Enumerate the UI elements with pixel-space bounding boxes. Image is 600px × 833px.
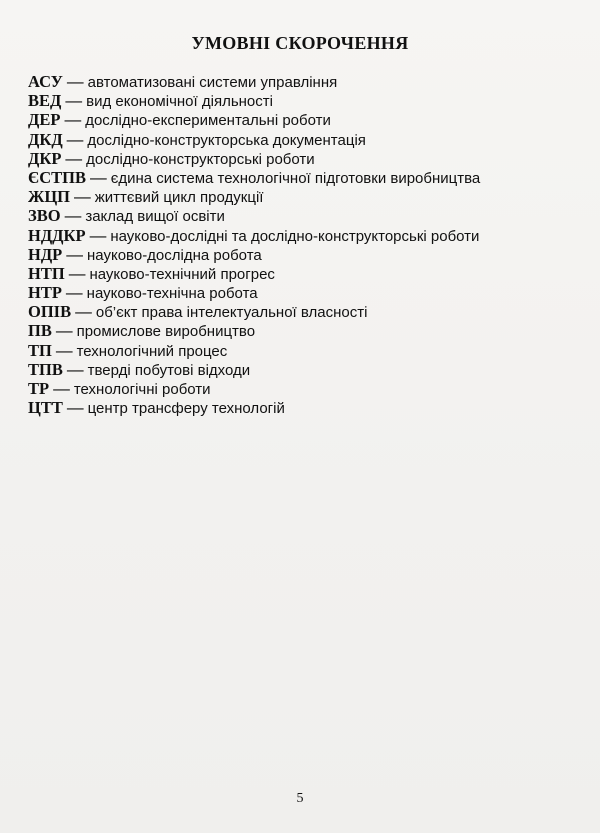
abbreviation: ЄСТПВ — [28, 167, 86, 187]
list-item — [28, 110, 588, 129]
definition: технологічні роботи — [73, 381, 211, 398]
list-item — [28, 321, 588, 340]
definition: науково-технічний прогрес — [89, 265, 275, 283]
definition: промислове виробництво — [76, 323, 256, 341]
abbreviation: ВЕД — [28, 91, 62, 111]
dash-separator: — — [62, 129, 88, 149]
list-item — [28, 91, 588, 110]
dash-separator: — — [60, 110, 86, 130]
list-item — [28, 341, 588, 360]
page-number: 5 — [296, 791, 304, 806]
list-item — [28, 398, 588, 417]
dash-separator: — — [62, 359, 88, 379]
definition: вид економічної діяльності — [86, 93, 273, 111]
list-item — [28, 187, 588, 206]
abbreviation: ТПВ — [28, 359, 63, 379]
definition: тверді побутові відходи — [87, 361, 251, 379]
abbreviation: ЖЦП — [28, 187, 70, 207]
dash-separator: — — [69, 187, 95, 207]
definition: науково-дослідні та дослідно-конструкторські роботи — [110, 227, 480, 245]
abbreviation: НТП — [28, 263, 65, 283]
abbreviation: НТР — [28, 283, 62, 303]
abbreviation: ТР — [28, 379, 50, 398]
definition: дослідно-експериментальні роботи — [85, 112, 331, 130]
definition: технологічний процес — [76, 342, 228, 360]
list-item — [28, 226, 588, 245]
definition: науково-дослідна робота — [87, 246, 262, 264]
abbreviation: НДР — [28, 244, 63, 264]
abbreviation: ОПІВ — [28, 302, 72, 322]
list-item — [28, 168, 588, 187]
dash-separator: — — [62, 72, 88, 91]
list-item — [28, 245, 588, 264]
dash-separator: — — [61, 148, 87, 168]
abbreviation: ЗВО — [28, 206, 61, 226]
dash-separator: — — [49, 379, 74, 398]
dash-separator: — — [85, 225, 111, 245]
list-item — [28, 149, 588, 168]
list-item — [28, 72, 588, 91]
definition: дослідно-конструкторська документація — [87, 131, 366, 149]
definition: автоматизовані системи управління — [87, 74, 338, 91]
abbreviation: НДДКР — [28, 225, 86, 245]
dash-separator: — — [61, 91, 87, 111]
definition: дослідно-конструкторські роботи — [86, 150, 315, 168]
list-item — [28, 283, 588, 302]
definition: об’єкт права інтелектуальної власності — [95, 304, 368, 322]
dash-separator: — — [51, 321, 77, 341]
abbreviation: ДКД — [28, 129, 63, 149]
list-item — [28, 379, 588, 398]
abbreviation-list — [28, 72, 588, 417]
dash-separator: — — [64, 263, 90, 283]
dash-separator: — — [51, 340, 77, 360]
dash-separator: — — [60, 206, 86, 226]
dash-separator: — — [85, 167, 111, 187]
abbreviation: ДЕР — [28, 110, 61, 130]
dash-separator: — — [62, 398, 88, 418]
list-item — [28, 360, 588, 379]
definition: центр трансферу технологій — [87, 400, 285, 418]
abbreviation: ДКР — [28, 148, 62, 168]
dash-separator: — — [61, 283, 87, 303]
page-title: УМОВНІ СКОРОЧЕННЯ — [191, 33, 409, 53]
definition: єдина система технологічної підготовки виробництва — [110, 169, 481, 187]
abbreviation: ЦТТ — [28, 398, 63, 418]
list-item — [28, 206, 588, 225]
abbreviation: ТП — [28, 340, 52, 360]
dash-separator: — — [71, 302, 96, 322]
abbreviation: ПВ — [28, 321, 52, 341]
list-item — [28, 302, 588, 321]
definition: науково-технічна робота — [86, 285, 258, 303]
abbreviation: АСУ — [28, 72, 63, 91]
definition: життєвий цикл продукції — [94, 189, 264, 207]
dash-separator: — — [62, 244, 88, 264]
list-item — [28, 130, 588, 149]
definition: заклад вищої освіти — [85, 208, 225, 226]
list-item — [28, 264, 588, 283]
